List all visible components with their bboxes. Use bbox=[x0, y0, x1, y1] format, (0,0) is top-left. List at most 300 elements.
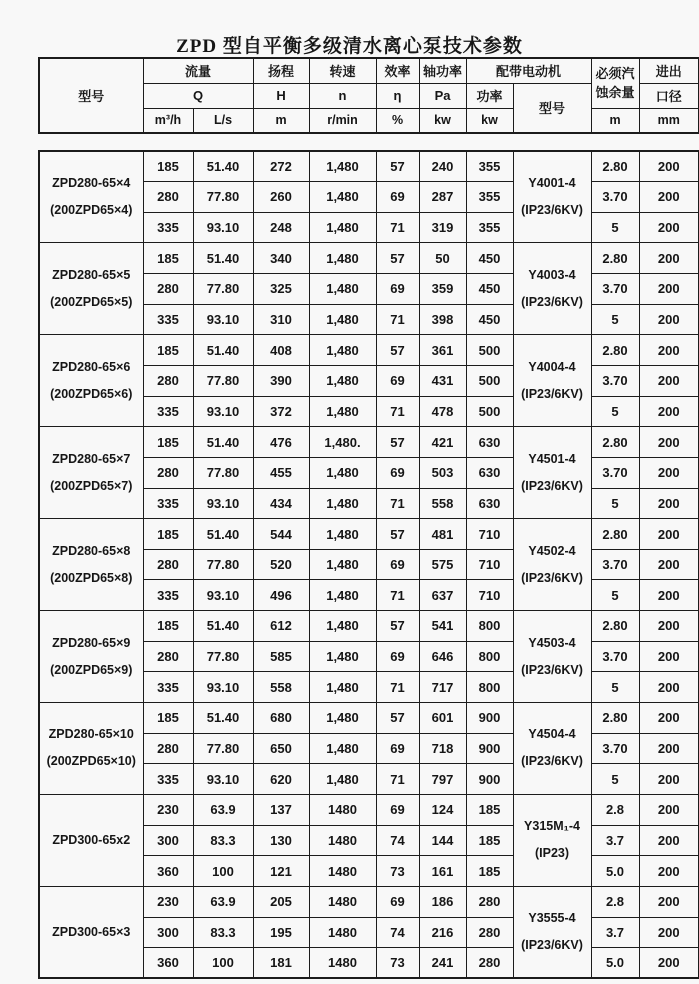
header-shaft-power: 轴功率 bbox=[419, 58, 466, 83]
cell-flow-ls: 77.80 bbox=[193, 182, 253, 213]
cell-motor-power-kw: 355 bbox=[466, 212, 513, 243]
cell-port-diameter-mm: 200 bbox=[639, 365, 699, 396]
cell-efficiency-pct: 69 bbox=[376, 182, 419, 213]
cell-head-m: 310 bbox=[253, 304, 309, 335]
cell-speed-rpm: 1,480 bbox=[309, 580, 376, 611]
cell-npsh-m: 2.80 bbox=[591, 151, 639, 182]
cell-shaft-power-kw: 124 bbox=[419, 794, 466, 825]
cell-flow-m3h: 185 bbox=[143, 243, 193, 274]
cell-port-diameter-mm: 200 bbox=[639, 641, 699, 672]
cell-flow-m3h: 280 bbox=[143, 182, 193, 213]
cell-npsh-m: 2.80 bbox=[591, 427, 639, 458]
cell-flow-m3h: 335 bbox=[143, 304, 193, 335]
cell-shaft-power-kw: 575 bbox=[419, 549, 466, 580]
cell-port-diameter-mm: 200 bbox=[639, 457, 699, 488]
header-table bbox=[38, 57, 699, 134]
cell-shaft-power-kw: 481 bbox=[419, 519, 466, 550]
header-efficiency: 效率 bbox=[376, 58, 419, 83]
cell-shaft-power-kw: 637 bbox=[419, 580, 466, 611]
cell-npsh-m: 5 bbox=[591, 488, 639, 519]
cell-flow-ls: 77.80 bbox=[193, 733, 253, 764]
cell-head-m: 650 bbox=[253, 733, 309, 764]
cell-speed-rpm: 1480 bbox=[309, 886, 376, 917]
cell-npsh-m: 2.80 bbox=[591, 611, 639, 642]
cell-flow-ls: 93.10 bbox=[193, 212, 253, 243]
cell-flow-m3h: 185 bbox=[143, 151, 193, 182]
pump-model-cell: ZPD280-65×6 (200ZPD65×6) bbox=[39, 335, 143, 427]
cell-shaft-power-kw: 240 bbox=[419, 151, 466, 182]
cell-head-m: 520 bbox=[253, 549, 309, 580]
cell-port-diameter-mm: 200 bbox=[639, 151, 699, 182]
cell-speed-rpm: 1,480 bbox=[309, 641, 376, 672]
cell-npsh-m: 3.70 bbox=[591, 641, 639, 672]
cell-efficiency-pct: 69 bbox=[376, 641, 419, 672]
motor-model-cell: Y315M₁-4 (IP23) bbox=[513, 794, 591, 886]
cell-head-m: 620 bbox=[253, 764, 309, 795]
pump-model-cell: ZPD280-65×7 (200ZPD65×7) bbox=[39, 427, 143, 519]
cell-head-m: 558 bbox=[253, 672, 309, 703]
cell-flow-m3h: 185 bbox=[143, 611, 193, 642]
cell-speed-rpm: 1,480 bbox=[309, 151, 376, 182]
cell-head-m: 544 bbox=[253, 519, 309, 550]
cell-npsh-m: 3.70 bbox=[591, 365, 639, 396]
cell-motor-power-kw: 630 bbox=[466, 457, 513, 488]
cell-shaft-power-kw: 431 bbox=[419, 365, 466, 396]
cell-flow-ls: 63.9 bbox=[193, 886, 253, 917]
cell-port-diameter-mm: 200 bbox=[639, 274, 699, 305]
cell-shaft-power-kw: 797 bbox=[419, 764, 466, 795]
motor-model-cell: Y4503-4 (IP23/6KV) bbox=[513, 611, 591, 703]
cell-speed-rpm: 1480 bbox=[309, 948, 376, 979]
motor-model-cell: Y4502-4 (IP23/6KV) bbox=[513, 519, 591, 611]
cell-npsh-m: 5 bbox=[591, 672, 639, 703]
cell-motor-power-kw: 630 bbox=[466, 488, 513, 519]
cell-npsh-m: 5 bbox=[591, 580, 639, 611]
unit-shaft-power: kw bbox=[419, 108, 466, 133]
pump-model-cell: ZPD280-65×10 (200ZPD65×10) bbox=[39, 703, 143, 795]
header-port-line1: 进出 bbox=[639, 58, 699, 83]
cell-shaft-power-kw: 601 bbox=[419, 703, 466, 734]
cell-flow-m3h: 185 bbox=[143, 519, 193, 550]
table-row bbox=[39, 519, 699, 550]
cell-motor-power-kw: 185 bbox=[466, 794, 513, 825]
cell-shaft-power-kw: 287 bbox=[419, 182, 466, 213]
cell-port-diameter-mm: 200 bbox=[639, 733, 699, 764]
cell-flow-ls: 93.10 bbox=[193, 304, 253, 335]
cell-efficiency-pct: 71 bbox=[376, 488, 419, 519]
cell-head-m: 130 bbox=[253, 825, 309, 856]
cell-npsh-m: 3.70 bbox=[591, 457, 639, 488]
cell-flow-ls: 77.80 bbox=[193, 549, 253, 580]
cell-motor-power-kw: 900 bbox=[466, 764, 513, 795]
cell-efficiency-pct: 57 bbox=[376, 703, 419, 734]
cell-motor-power-kw: 500 bbox=[466, 365, 513, 396]
cell-head-m: 260 bbox=[253, 182, 309, 213]
cell-speed-rpm: 1480 bbox=[309, 917, 376, 948]
cell-efficiency-pct: 73 bbox=[376, 856, 419, 887]
cell-port-diameter-mm: 200 bbox=[639, 396, 699, 427]
cell-head-m: 372 bbox=[253, 396, 309, 427]
cell-flow-m3h: 185 bbox=[143, 335, 193, 366]
motor-model-cell: Y3555-4 (IP23/6KV) bbox=[513, 886, 591, 978]
header-shaft-symbol: Pa bbox=[419, 83, 466, 108]
header-motor-model: 型号 bbox=[513, 83, 591, 133]
cell-speed-rpm: 1480 bbox=[309, 825, 376, 856]
cell-motor-power-kw: 710 bbox=[466, 519, 513, 550]
cell-motor-power-kw: 630 bbox=[466, 427, 513, 458]
pump-model-cell: ZPD300-65x2 bbox=[39, 794, 143, 886]
cell-port-diameter-mm: 200 bbox=[639, 825, 699, 856]
cell-speed-rpm: 1,480 bbox=[309, 703, 376, 734]
cell-flow-ls: 51.40 bbox=[193, 243, 253, 274]
pump-model-cell: ZPD280-65×8 (200ZPD65×8) bbox=[39, 519, 143, 611]
cell-flow-ls: 51.40 bbox=[193, 519, 253, 550]
cell-speed-rpm: 1,480 bbox=[309, 212, 376, 243]
cell-port-diameter-mm: 200 bbox=[639, 335, 699, 366]
unit-flow-ls: L/s bbox=[193, 108, 253, 133]
cell-npsh-m: 5.0 bbox=[591, 948, 639, 979]
cell-flow-ls: 93.10 bbox=[193, 488, 253, 519]
cell-port-diameter-mm: 200 bbox=[639, 488, 699, 519]
cell-head-m: 390 bbox=[253, 365, 309, 396]
cell-npsh-m: 3.70 bbox=[591, 733, 639, 764]
pump-model-cell: ZPD280-65×9 (200ZPD65×9) bbox=[39, 611, 143, 703]
table-row bbox=[39, 794, 699, 825]
cell-flow-ls: 51.40 bbox=[193, 151, 253, 182]
cell-npsh-m: 2.80 bbox=[591, 703, 639, 734]
cell-flow-ls: 83.3 bbox=[193, 917, 253, 948]
cell-flow-m3h: 185 bbox=[143, 703, 193, 734]
cell-efficiency-pct: 69 bbox=[376, 733, 419, 764]
cell-npsh-m: 3.7 bbox=[591, 825, 639, 856]
cell-shaft-power-kw: 398 bbox=[419, 304, 466, 335]
cell-motor-power-kw: 450 bbox=[466, 243, 513, 274]
cell-npsh-m: 3.70 bbox=[591, 182, 639, 213]
cell-head-m: 496 bbox=[253, 580, 309, 611]
cell-port-diameter-mm: 200 bbox=[639, 672, 699, 703]
cell-flow-ls: 63.9 bbox=[193, 794, 253, 825]
header-npsh-line2: 蚀余量 bbox=[595, 85, 635, 101]
cell-flow-ls: 77.80 bbox=[193, 641, 253, 672]
cell-speed-rpm: 1,480 bbox=[309, 396, 376, 427]
header-flow: 流量 bbox=[143, 58, 253, 83]
cell-flow-m3h: 230 bbox=[143, 886, 193, 917]
cell-motor-power-kw: 800 bbox=[466, 611, 513, 642]
cell-speed-rpm: 1480 bbox=[309, 856, 376, 887]
cell-flow-m3h: 335 bbox=[143, 212, 193, 243]
cell-shaft-power-kw: 161 bbox=[419, 856, 466, 887]
header-speed-symbol: n bbox=[309, 83, 376, 108]
cell-efficiency-pct: 69 bbox=[376, 274, 419, 305]
cell-npsh-m: 3.70 bbox=[591, 549, 639, 580]
cell-efficiency-pct: 71 bbox=[376, 672, 419, 703]
cell-flow-m3h: 335 bbox=[143, 580, 193, 611]
unit-npsh: m bbox=[591, 108, 639, 133]
cell-speed-rpm: 1,480 bbox=[309, 274, 376, 305]
cell-shaft-power-kw: 361 bbox=[419, 335, 466, 366]
cell-flow-ls: 100 bbox=[193, 856, 253, 887]
cell-flow-m3h: 280 bbox=[143, 457, 193, 488]
cell-flow-ls: 51.40 bbox=[193, 335, 253, 366]
unit-head: m bbox=[253, 108, 309, 133]
cell-shaft-power-kw: 718 bbox=[419, 733, 466, 764]
cell-efficiency-pct: 57 bbox=[376, 519, 419, 550]
cell-speed-rpm: 1,480 bbox=[309, 519, 376, 550]
cell-head-m: 408 bbox=[253, 335, 309, 366]
cell-motor-power-kw: 500 bbox=[466, 335, 513, 366]
cell-efficiency-pct: 69 bbox=[376, 365, 419, 396]
cell-port-diameter-mm: 200 bbox=[639, 764, 699, 795]
table-row bbox=[39, 611, 699, 642]
cell-npsh-m: 2.80 bbox=[591, 335, 639, 366]
cell-flow-ls: 77.80 bbox=[193, 274, 253, 305]
motor-model-cell: Y4004-4 (IP23/6KV) bbox=[513, 335, 591, 427]
cell-efficiency-pct: 73 bbox=[376, 948, 419, 979]
cell-speed-rpm: 1,480 bbox=[309, 764, 376, 795]
cell-flow-ls: 77.80 bbox=[193, 365, 253, 396]
cell-port-diameter-mm: 200 bbox=[639, 212, 699, 243]
cell-flow-ls: 93.10 bbox=[193, 580, 253, 611]
cell-shaft-power-kw: 319 bbox=[419, 212, 466, 243]
cell-efficiency-pct: 71 bbox=[376, 304, 419, 335]
cell-speed-rpm: 1,480. bbox=[309, 427, 376, 458]
cell-port-diameter-mm: 200 bbox=[639, 886, 699, 917]
cell-efficiency-pct: 57 bbox=[376, 335, 419, 366]
cell-head-m: 434 bbox=[253, 488, 309, 519]
cell-efficiency-pct: 57 bbox=[376, 611, 419, 642]
cell-flow-m3h: 280 bbox=[143, 549, 193, 580]
unit-speed: r/min bbox=[309, 108, 376, 133]
cell-speed-rpm: 1,480 bbox=[309, 488, 376, 519]
cell-motor-power-kw: 185 bbox=[466, 856, 513, 887]
cell-port-diameter-mm: 200 bbox=[639, 182, 699, 213]
cell-shaft-power-kw: 717 bbox=[419, 672, 466, 703]
cell-head-m: 205 bbox=[253, 886, 309, 917]
cell-head-m: 195 bbox=[253, 917, 309, 948]
cell-efficiency-pct: 69 bbox=[376, 549, 419, 580]
header-efficiency-symbol: η bbox=[376, 83, 419, 108]
cell-npsh-m: 2.80 bbox=[591, 243, 639, 274]
data-table bbox=[38, 150, 699, 979]
unit-flow-m3h: m³/h bbox=[143, 108, 193, 133]
cell-efficiency-pct: 71 bbox=[376, 212, 419, 243]
cell-speed-rpm: 1,480 bbox=[309, 733, 376, 764]
cell-speed-rpm: 1,480 bbox=[309, 672, 376, 703]
cell-port-diameter-mm: 200 bbox=[639, 948, 699, 979]
cell-flow-m3h: 300 bbox=[143, 825, 193, 856]
cell-flow-m3h: 360 bbox=[143, 948, 193, 979]
cell-flow-m3h: 280 bbox=[143, 733, 193, 764]
cell-motor-power-kw: 280 bbox=[466, 917, 513, 948]
cell-flow-ls: 51.40 bbox=[193, 427, 253, 458]
cell-head-m: 585 bbox=[253, 641, 309, 672]
cell-npsh-m: 5 bbox=[591, 764, 639, 795]
cell-head-m: 248 bbox=[253, 212, 309, 243]
cell-port-diameter-mm: 200 bbox=[639, 243, 699, 274]
table-row bbox=[39, 886, 699, 917]
cell-flow-ls: 51.40 bbox=[193, 703, 253, 734]
motor-model-cell: Y4003-4 (IP23/6KV) bbox=[513, 243, 591, 335]
cell-motor-power-kw: 900 bbox=[466, 733, 513, 764]
cell-npsh-m: 2.8 bbox=[591, 794, 639, 825]
cell-shaft-power-kw: 646 bbox=[419, 641, 466, 672]
table-row bbox=[39, 243, 699, 274]
cell-port-diameter-mm: 200 bbox=[639, 703, 699, 734]
cell-npsh-m: 5 bbox=[591, 212, 639, 243]
cell-shaft-power-kw: 503 bbox=[419, 457, 466, 488]
page-title: ZPD 型自平衡多级清水离心泵技术参数 bbox=[176, 36, 523, 57]
header-row-1 bbox=[39, 58, 699, 83]
cell-efficiency-pct: 69 bbox=[376, 886, 419, 917]
pump-model-cell: ZPD300-65×3 bbox=[39, 886, 143, 978]
cell-speed-rpm: 1,480 bbox=[309, 611, 376, 642]
cell-head-m: 137 bbox=[253, 794, 309, 825]
cell-shaft-power-kw: 186 bbox=[419, 886, 466, 917]
cell-speed-rpm: 1,480 bbox=[309, 182, 376, 213]
cell-efficiency-pct: 57 bbox=[376, 151, 419, 182]
cell-motor-power-kw: 710 bbox=[466, 549, 513, 580]
cell-speed-rpm: 1,480 bbox=[309, 304, 376, 335]
cell-flow-m3h: 185 bbox=[143, 427, 193, 458]
cell-npsh-m: 5 bbox=[591, 304, 639, 335]
table-row bbox=[39, 703, 699, 734]
cell-port-diameter-mm: 200 bbox=[639, 794, 699, 825]
motor-model-cell: Y4504-4 (IP23/6KV) bbox=[513, 703, 591, 795]
cell-flow-ls: 51.40 bbox=[193, 611, 253, 642]
motor-model-cell: Y4001-4 (IP23/6KV) bbox=[513, 151, 591, 243]
cell-flow-m3h: 335 bbox=[143, 488, 193, 519]
cell-head-m: 612 bbox=[253, 611, 309, 642]
cell-motor-power-kw: 800 bbox=[466, 641, 513, 672]
header-head-symbol: H bbox=[253, 83, 309, 108]
cell-efficiency-pct: 71 bbox=[376, 396, 419, 427]
cell-efficiency-pct: 71 bbox=[376, 764, 419, 795]
unit-port: mm bbox=[639, 108, 699, 133]
table-row bbox=[39, 335, 699, 366]
cell-motor-power-kw: 710 bbox=[466, 580, 513, 611]
cell-npsh-m: 5.0 bbox=[591, 856, 639, 887]
header-head: 扬程 bbox=[253, 58, 309, 83]
header-model: 型号 bbox=[39, 58, 143, 133]
cell-flow-ls: 93.10 bbox=[193, 672, 253, 703]
cell-motor-power-kw: 185 bbox=[466, 825, 513, 856]
cell-npsh-m: 2.8 bbox=[591, 886, 639, 917]
cell-flow-m3h: 335 bbox=[143, 764, 193, 795]
cell-efficiency-pct: 71 bbox=[376, 580, 419, 611]
cell-efficiency-pct: 69 bbox=[376, 457, 419, 488]
cell-motor-power-kw: 800 bbox=[466, 672, 513, 703]
header-port-line2: 口径 bbox=[639, 83, 699, 108]
cell-npsh-m: 3.70 bbox=[591, 274, 639, 305]
cell-efficiency-pct: 57 bbox=[376, 427, 419, 458]
cell-flow-m3h: 360 bbox=[143, 856, 193, 887]
cell-flow-ls: 77.80 bbox=[193, 457, 253, 488]
header-flow-symbol: Q bbox=[143, 83, 253, 108]
cell-shaft-power-kw: 478 bbox=[419, 396, 466, 427]
cell-head-m: 476 bbox=[253, 427, 309, 458]
cell-flow-m3h: 230 bbox=[143, 794, 193, 825]
cell-flow-ls: 93.10 bbox=[193, 764, 253, 795]
cell-flow-m3h: 280 bbox=[143, 274, 193, 305]
cell-flow-m3h: 335 bbox=[143, 396, 193, 427]
cell-npsh-m: 5 bbox=[591, 396, 639, 427]
cell-speed-rpm: 1480 bbox=[309, 794, 376, 825]
cell-motor-power-kw: 900 bbox=[466, 703, 513, 734]
header-motor-power: 功率 bbox=[466, 83, 513, 108]
cell-flow-m3h: 300 bbox=[143, 917, 193, 948]
cell-shaft-power-kw: 541 bbox=[419, 611, 466, 642]
cell-motor-power-kw: 450 bbox=[466, 304, 513, 335]
motor-model-cell: Y4501-4 (IP23/6KV) bbox=[513, 427, 591, 519]
cell-npsh-m: 2.80 bbox=[591, 519, 639, 550]
unit-motor-power: kw bbox=[466, 108, 513, 133]
cell-motor-power-kw: 355 bbox=[466, 182, 513, 213]
cell-head-m: 680 bbox=[253, 703, 309, 734]
cell-shaft-power-kw: 421 bbox=[419, 427, 466, 458]
cell-flow-ls: 93.10 bbox=[193, 396, 253, 427]
cell-port-diameter-mm: 200 bbox=[639, 549, 699, 580]
cell-shaft-power-kw: 216 bbox=[419, 917, 466, 948]
header-npsh bbox=[591, 58, 639, 108]
pump-model-cell: ZPD280-65×5 (200ZPD65×5) bbox=[39, 243, 143, 335]
cell-efficiency-pct: 74 bbox=[376, 825, 419, 856]
cell-head-m: 272 bbox=[253, 151, 309, 182]
cell-flow-m3h: 280 bbox=[143, 641, 193, 672]
cell-speed-rpm: 1,480 bbox=[309, 365, 376, 396]
cell-speed-rpm: 1,480 bbox=[309, 243, 376, 274]
cell-head-m: 325 bbox=[253, 274, 309, 305]
cell-motor-power-kw: 450 bbox=[466, 274, 513, 305]
header-speed: 转速 bbox=[309, 58, 376, 83]
cell-npsh-m: 3.7 bbox=[591, 917, 639, 948]
cell-speed-rpm: 1,480 bbox=[309, 457, 376, 488]
cell-motor-power-kw: 280 bbox=[466, 886, 513, 917]
cell-port-diameter-mm: 200 bbox=[639, 580, 699, 611]
cell-shaft-power-kw: 144 bbox=[419, 825, 466, 856]
cell-port-diameter-mm: 200 bbox=[639, 427, 699, 458]
cell-speed-rpm: 1,480 bbox=[309, 335, 376, 366]
cell-port-diameter-mm: 200 bbox=[639, 519, 699, 550]
header-npsh-line1: 必须汽 bbox=[595, 66, 635, 82]
cell-motor-power-kw: 500 bbox=[466, 396, 513, 427]
pump-model-cell: ZPD280-65×4 (200ZPD65×4) bbox=[39, 151, 143, 243]
cell-flow-m3h: 280 bbox=[143, 365, 193, 396]
cell-motor-power-kw: 355 bbox=[466, 151, 513, 182]
cell-port-diameter-mm: 200 bbox=[639, 856, 699, 887]
cell-flow-m3h: 335 bbox=[143, 672, 193, 703]
table-row bbox=[39, 427, 699, 458]
cell-speed-rpm: 1,480 bbox=[309, 549, 376, 580]
cell-head-m: 340 bbox=[253, 243, 309, 274]
cell-flow-ls: 83.3 bbox=[193, 825, 253, 856]
header-motor: 配带电动机 bbox=[466, 58, 591, 83]
cell-shaft-power-kw: 359 bbox=[419, 274, 466, 305]
cell-efficiency-pct: 69 bbox=[376, 794, 419, 825]
cell-head-m: 181 bbox=[253, 948, 309, 979]
cell-port-diameter-mm: 200 bbox=[639, 611, 699, 642]
cell-shaft-power-kw: 241 bbox=[419, 948, 466, 979]
cell-head-m: 455 bbox=[253, 457, 309, 488]
cell-efficiency-pct: 74 bbox=[376, 917, 419, 948]
cell-efficiency-pct: 57 bbox=[376, 243, 419, 274]
cell-head-m: 121 bbox=[253, 856, 309, 887]
table-row bbox=[39, 151, 699, 182]
cell-port-diameter-mm: 200 bbox=[639, 917, 699, 948]
cell-shaft-power-kw: 558 bbox=[419, 488, 466, 519]
cell-flow-ls: 100 bbox=[193, 948, 253, 979]
unit-efficiency: % bbox=[376, 108, 419, 133]
cell-port-diameter-mm: 200 bbox=[639, 304, 699, 335]
